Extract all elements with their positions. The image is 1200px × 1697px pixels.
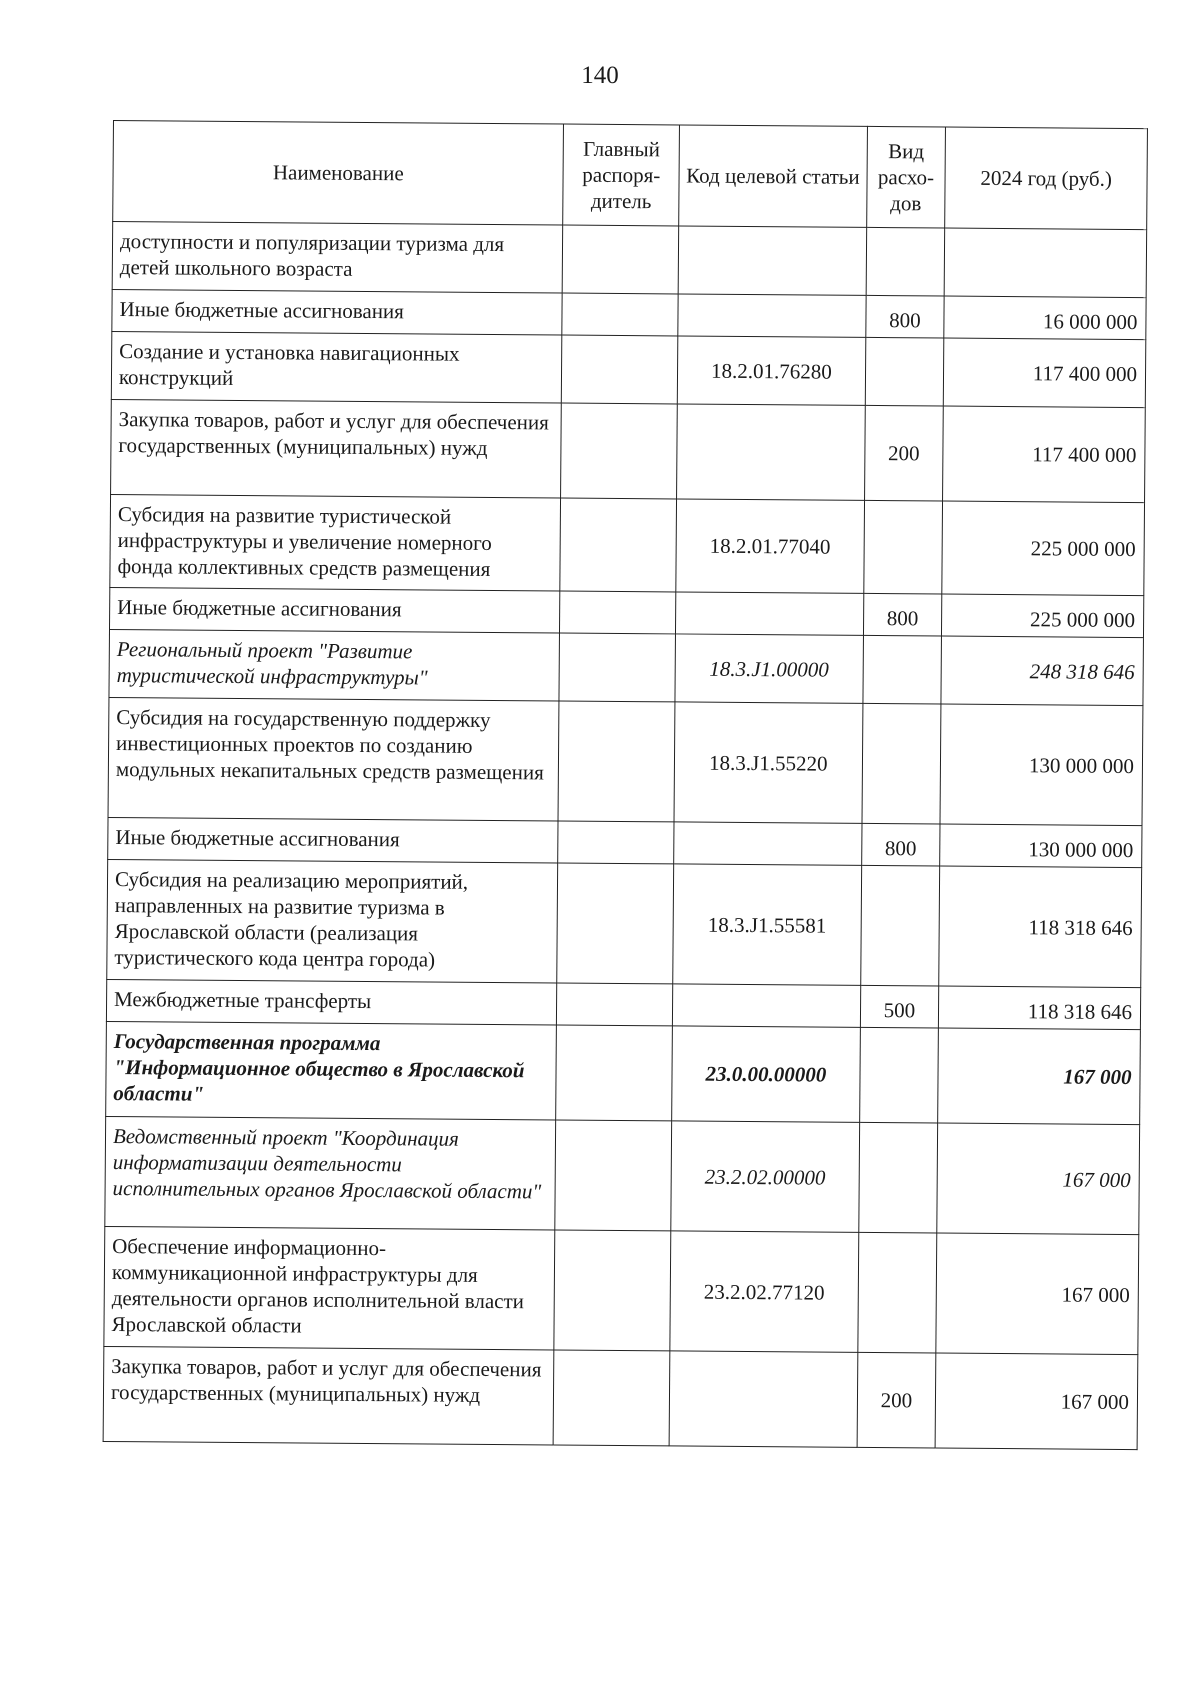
cell-amount: 118 318 646 bbox=[939, 866, 1142, 988]
cell-name: Иные бюджетные ассигнования bbox=[108, 817, 559, 863]
cell-amount: 117 400 000 bbox=[943, 406, 1146, 503]
cell-type bbox=[862, 703, 941, 824]
cell-type: 800 bbox=[865, 295, 944, 338]
cell-type: 500 bbox=[860, 985, 939, 1028]
table-row bbox=[112, 222, 1147, 298]
cell-code: 23.2.02.00000 bbox=[671, 1121, 859, 1232]
cell-amount: 130 000 000 bbox=[940, 704, 1143, 826]
cell-type bbox=[865, 337, 944, 406]
table-row bbox=[110, 494, 1145, 595]
table-row bbox=[109, 629, 1144, 705]
cell-name: Закупка товаров, работ и услуг для обеспечения государственных (муниципальных) нужд bbox=[103, 1346, 554, 1445]
table-row bbox=[107, 859, 1142, 987]
cell-amount: 117 400 000 bbox=[943, 338, 1145, 408]
page-number: 140 bbox=[581, 62, 619, 89]
budget-table bbox=[103, 120, 1148, 1450]
cell-name: Создание и установка навигационных конструкций bbox=[111, 331, 562, 403]
cell-type bbox=[860, 865, 939, 986]
table-row bbox=[111, 331, 1146, 407]
cell-code: 18.2.01.77040 bbox=[676, 499, 864, 593]
cell-admin bbox=[562, 335, 678, 404]
cell-admin bbox=[560, 498, 676, 592]
cell-amount: 248 318 646 bbox=[941, 636, 1143, 706]
cell-name: Обеспечение информационно-коммуникационной инфраструктуры для деятельности органов исполнительной власти Ярославской области bbox=[104, 1226, 555, 1350]
cell-name: Закупка товаров, работ и услуг для обеспечения государственных (муниципальных) нужд bbox=[111, 399, 562, 498]
cell-name: Ведомственный проект "Координация информатизации деятельности исполнительных органов Ярославской области" bbox=[105, 1116, 556, 1230]
cell-amount: 167 000 bbox=[935, 1353, 1138, 1450]
cell-amount: 118 318 646 bbox=[939, 986, 1141, 1030]
cell-amount: 225 000 000 bbox=[942, 594, 1144, 638]
table-row bbox=[103, 1346, 1138, 1449]
cell-amount: 16 000 000 bbox=[944, 296, 1146, 340]
cell-name: Региональный проект "Развитие туристической инфраструктуры" bbox=[109, 629, 560, 701]
cell-type bbox=[863, 500, 942, 594]
table-row bbox=[104, 1226, 1139, 1354]
header-name: Наименование bbox=[113, 121, 564, 226]
cell-type bbox=[858, 1122, 937, 1233]
cell-admin bbox=[554, 1350, 670, 1446]
cell-code: 18.2.01.76280 bbox=[677, 336, 865, 405]
header-admin: Главный распоря-дитель bbox=[563, 124, 679, 226]
table-row bbox=[108, 697, 1143, 825]
cell-name: Иные бюджетные ассигнования bbox=[112, 289, 563, 335]
cell-code bbox=[672, 984, 860, 1027]
header-amount: 2024 год (руб.) bbox=[945, 127, 1148, 230]
cell-type bbox=[866, 227, 945, 296]
cell-name: Иные бюджетные ассигнования bbox=[109, 587, 560, 633]
cell-amount: 167 000 bbox=[937, 1123, 1140, 1235]
cell-type bbox=[858, 1232, 937, 1353]
cell-admin bbox=[559, 633, 675, 702]
cell-code bbox=[676, 592, 864, 635]
cell-name: Субсидия на реализацию мероприятий, направленных на развитие туризма в Ярославской области (реализация туристического кода центра города) bbox=[107, 859, 558, 983]
cell-code: 18.3.J1.00000 bbox=[675, 634, 863, 703]
cell-code bbox=[669, 1351, 857, 1447]
cell-code: 18.3.J1.55581 bbox=[673, 864, 862, 985]
cell-admin bbox=[563, 225, 679, 294]
table-header-row bbox=[113, 121, 1148, 230]
cell-name: доступности и популяризации туризма для детей школьного возраста bbox=[112, 222, 563, 294]
cell-name: Субсидия на государственную поддержку инвестиционных проектов по созданию модульных некапитальных средств размещения bbox=[108, 697, 559, 821]
cell-code bbox=[677, 404, 865, 500]
cell-amount: 167 000 bbox=[936, 1233, 1139, 1355]
cell-type: 800 bbox=[861, 823, 940, 866]
cell-admin bbox=[562, 293, 678, 336]
cell-code bbox=[678, 294, 866, 337]
cell-type: 800 bbox=[863, 593, 942, 636]
table-row bbox=[106, 1021, 1141, 1124]
cell-type bbox=[859, 1027, 938, 1123]
cell-code bbox=[674, 822, 862, 865]
cell-name: Субсидия на развитие туристической инфраструктуры и увеличение номерного фонда коллективных средств размещения bbox=[110, 494, 561, 591]
cell-admin bbox=[557, 863, 674, 984]
header-type: Вид расхо-дов bbox=[866, 126, 945, 228]
cell-admin bbox=[560, 591, 676, 634]
table-row bbox=[111, 399, 1146, 502]
cell-name: Межбюджетные трансферты bbox=[106, 979, 557, 1025]
cell-amount: 225 000 000 bbox=[942, 501, 1145, 596]
cell-code bbox=[678, 226, 866, 295]
cell-name: Государственная программа "Информационное общество в Ярославской области" bbox=[106, 1021, 557, 1120]
table-row bbox=[105, 1116, 1140, 1234]
cell-code: 23.2.02.77120 bbox=[670, 1231, 859, 1352]
header-code: Код целевой статьи bbox=[679, 125, 867, 227]
cell-code: 23.0.00.00000 bbox=[672, 1026, 860, 1122]
cell-admin bbox=[558, 701, 675, 822]
cell-amount: 130 000 000 bbox=[940, 824, 1142, 868]
cell-type: 200 bbox=[864, 405, 943, 501]
cell-admin bbox=[557, 983, 673, 1026]
cell-admin bbox=[554, 1230, 671, 1351]
cell-amount bbox=[944, 228, 1146, 298]
cell-code: 18.3.J1.55220 bbox=[674, 702, 863, 823]
cell-amount: 167 000 bbox=[938, 1028, 1141, 1125]
cell-admin bbox=[556, 1025, 672, 1121]
cell-admin bbox=[555, 1120, 671, 1231]
table-body bbox=[103, 222, 1147, 1450]
cell-admin bbox=[558, 821, 674, 864]
cell-type bbox=[863, 635, 942, 704]
cell-type: 200 bbox=[857, 1352, 936, 1448]
cell-admin bbox=[561, 403, 677, 499]
